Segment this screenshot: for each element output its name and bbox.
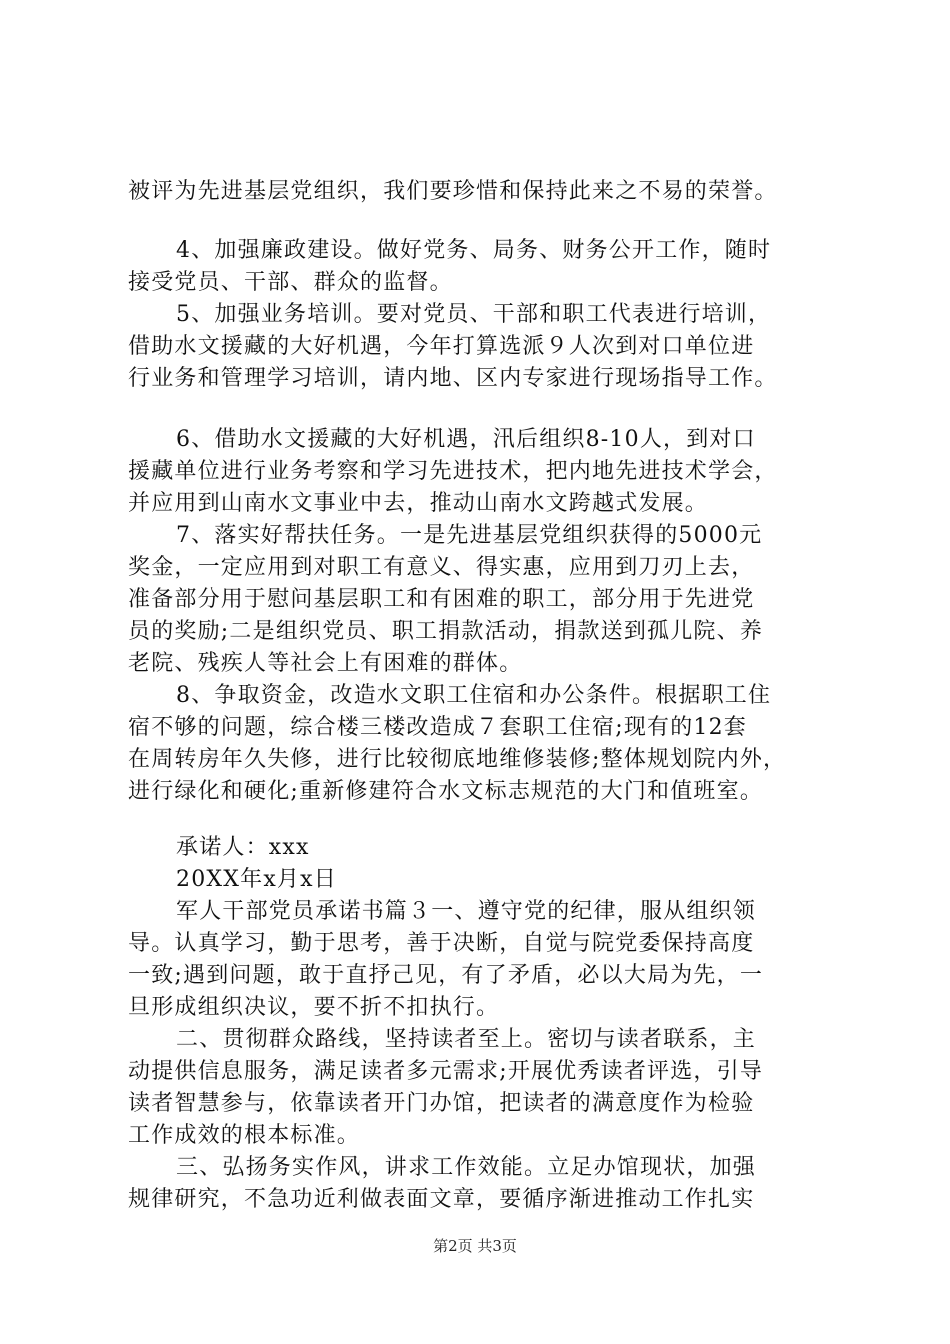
text-line: 奖金，一定应用到对职工有意义、得实惠，应用到刀刃上去， — [128, 555, 755, 580]
text-line: 宿不够的问题，综合楼三楼改造成７套职工住宿;现有的12套 — [128, 715, 748, 740]
text-line: 8、争取资金，改造水文职工住宿和办公条件。根据职工住 — [176, 683, 772, 708]
text-line: 5、加强业务培训。要对党员、干部和职工代表进行培训， — [176, 302, 772, 327]
text-line: 读者智慧参与，依靠读者开门办馆，把读者的满意度作为检验 — [128, 1091, 755, 1116]
text-line: 7、落实好帮扶任务。一是先进基层党组织获得的5000元 — [176, 523, 763, 548]
date-line: 20XX年x月x日 — [176, 867, 337, 892]
text-line: 三、弘扬务实作风，讲求工作效能。立足办馆现状，加强 — [176, 1155, 757, 1180]
text-line: 援藏单位进行业务考察和学习先进技术，把内地先进技术学会， — [128, 459, 778, 484]
text-line: 接受党员、干部、群众的监督。 — [128, 270, 453, 295]
text-line: 军人干部党员承诺书篇３一、遵守党的纪律，服从组织领 — [176, 899, 757, 924]
text-line: 动提供信息服务，满足读者多元需求;开展优秀读者评选，引导 — [128, 1059, 764, 1084]
text-line: 旦形成组织决议，要不折不扣执行。 — [128, 995, 500, 1020]
text-line: 工作成效的根本标准。 — [128, 1123, 361, 1148]
text-line: 二、贯彻群众路线，坚持读者至上。密切与读者联系，主 — [176, 1027, 757, 1052]
text-line: 进行绿化和硬化;重新修建符合水文标志规范的大门和值班室。 — [128, 779, 764, 804]
text-line: 4、加强廉政建设。做好党务、局务、财务公开工作，随时 — [176, 238, 772, 263]
page-footer: 第2页 共3页 — [433, 1237, 517, 1255]
text-line: 员的奖励;二是组织党员、职工捐款活动，捐款送到孤儿院、养 — [128, 619, 764, 644]
text-line: 行业务和管理学习培训，请内地、区内专家进行现场指导工作。 — [128, 366, 778, 391]
text-line: 准备部分用于慰问基层职工和有困难的职工，部分用于先进党 — [128, 587, 755, 612]
text-line: 在周转房年久失修，进行比较彻底地维修装修;整体规划院内外， — [128, 747, 787, 772]
text-line: 老院、残疾人等社会上有困难的群体。 — [128, 651, 523, 676]
text-line: 规律研究，不急功近利做表面文章，要循序渐进推动工作扎实 — [128, 1187, 755, 1212]
text-line: 并应用到山南水文事业中去，推动山南水文跨越式发展。 — [128, 491, 709, 516]
text-line: 导。认真学习，勤于思考，善于决断，自觉与院党委保持高度 — [128, 931, 755, 956]
text-line: 6、借助水文援藏的大好机遇，汛后组织8-10人，到对口 — [176, 427, 756, 452]
text-line: 借助水文援藏的大好机遇，今年打算选派９人次到对口单位进 — [128, 334, 755, 359]
signatory-line: 承诺人：xxx — [176, 835, 310, 860]
text-line: 被评为先进基层党组织，我们要珍惜和保持此来之不易的荣誉。 — [128, 179, 778, 204]
text-line: 一致;遇到问题，敢于直抒己见，有了矛盾，必以大局为先，一 — [128, 963, 764, 988]
